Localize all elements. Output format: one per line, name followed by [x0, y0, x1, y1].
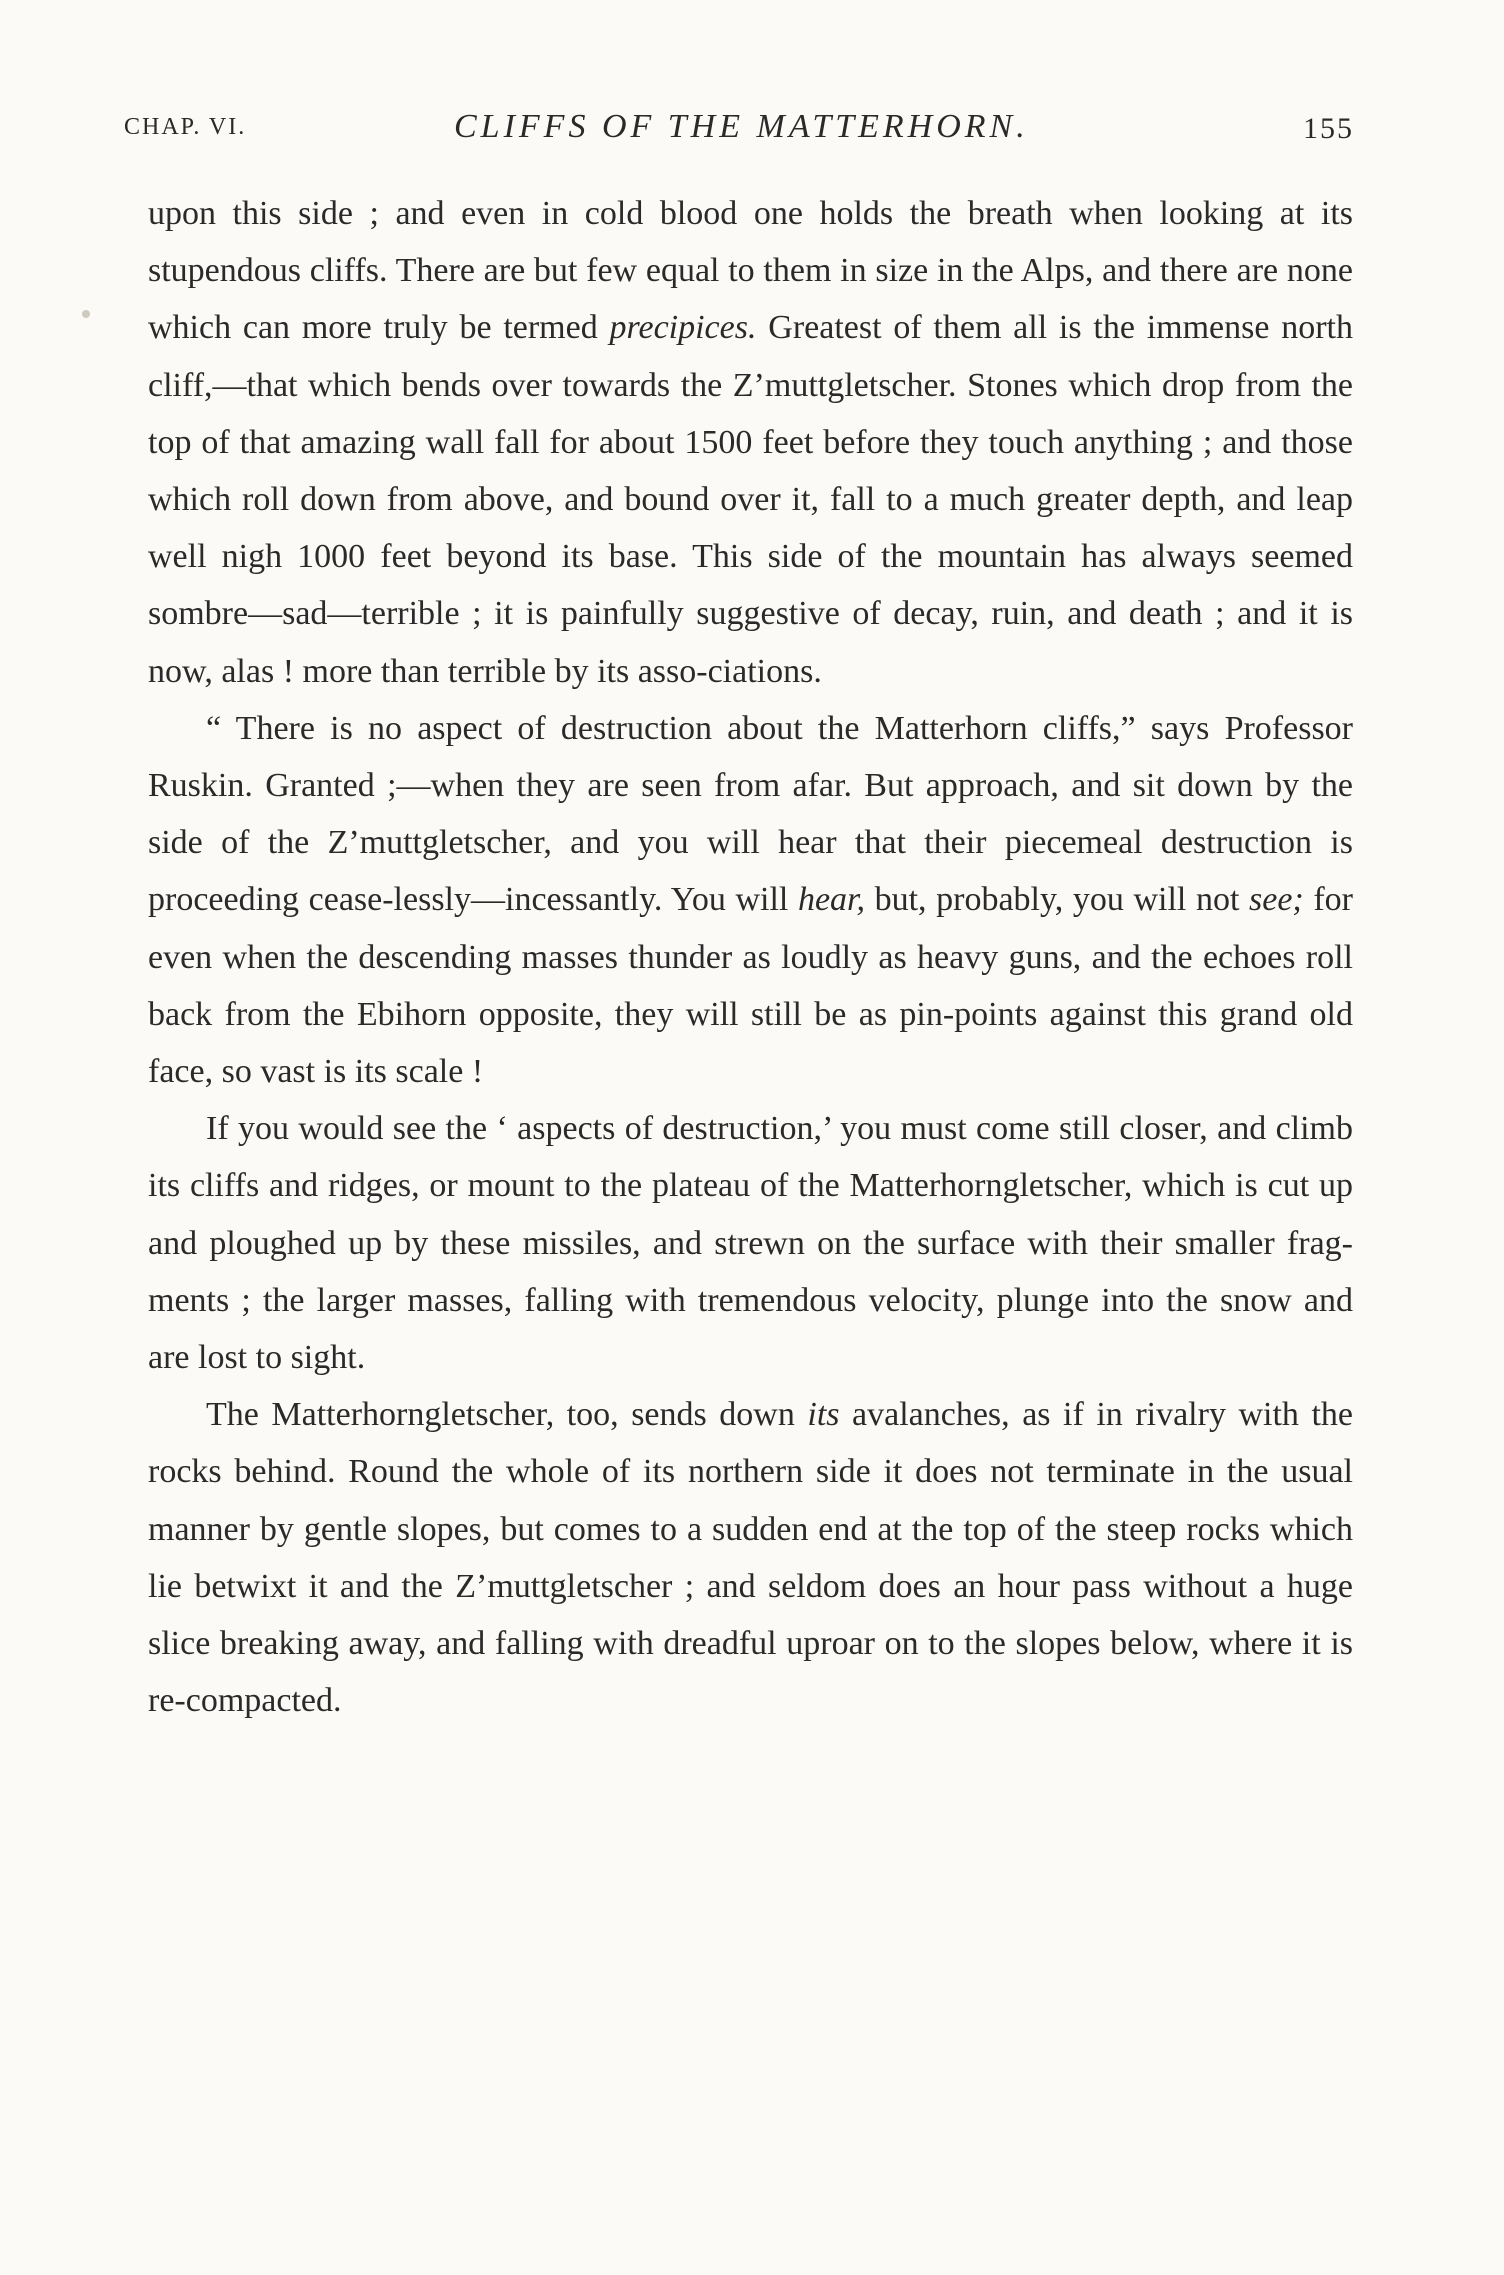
- paragraph: [148, 1100, 1353, 1386]
- paragraph: [148, 185, 1353, 700]
- text-run: avalanches, as if in rivalry with the rocks behind. Round the whole of its northern side it does not terminate in the usual manner by gentle slopes, but comes to a sudden end at the top of the steep rocks which lie betwixt it and the Z’muttgletscher ; and seldom does an hour pass without a huge slice breaking away, and falling with dreadful uproar on to the slopes below, where it is re-compacted.: [148, 1396, 1353, 1720]
- italic-run: hear,: [797, 881, 865, 919]
- text-run: Greatest of them all is the immense north cliff,—that which bends over towards the Z’muttgletscher. Stones which drop from the top of that amazing wall fall for about 1500 feet before they touch anything ; and those which roll down from above, and bound over it, fall to a much greater depth, and leap well nigh 1000 feet beyond its base. This side of the mountain has always seemed sombre—sad—terrible ; it is painfully suggestive of decay, ruin, and death ; and it is now, alas ! more than terrible by its asso-ciations.: [148, 309, 1354, 690]
- italic-run: precipices.: [609, 309, 757, 347]
- page-number: 155: [1303, 112, 1354, 145]
- text-run: for even when the descending masses thunder as loudly as heavy guns, and the echoes roll back from the Ebihorn opposite, they will still be as pin-points against this grand old face, so vast is its scale !: [148, 881, 1353, 1091]
- italic-run: see;: [1249, 881, 1304, 919]
- text-run: but, probably, you will not: [865, 881, 1249, 919]
- text-run: If you would see the ‘ aspects of destruction,’ you must come still closer, and climb its cliffs and ridges, or mount to the plateau of the Matterhorngletscher, which is cut up and ploughed up by these missiles, and strewn on the surface with their smaller frag-ments ; the larger masses, falling with tremendous velocity, plunge into the snow and are lost to sight.: [148, 1110, 1353, 1377]
- italic-run: its: [807, 1396, 840, 1434]
- chapter-label: CHAP. VI.: [124, 114, 247, 140]
- running-head: [124, 108, 1354, 158]
- text-run: The Matterhorngletscher, too, sends down: [206, 1396, 808, 1434]
- paragraph: [148, 1386, 1353, 1729]
- body-text: [148, 185, 1353, 1729]
- text-run: upon this side ; and even in cold blood one holds the breath when looking at its stupendous cliffs. There are but few equal to them in size in the Alps, and there are none which can more truly be termed: [148, 195, 1353, 347]
- text-run: “ There is no aspect of destruction about the Matterhorn cliffs,” says Professor Ruskin. Granted ;—when they are seen from afar. But approach, and sit down by the side of the Z’muttgletscher, and you will hear that their piecemeal destruction is proceeding cease-lessly—incessantly. You will: [148, 709, 1353, 919]
- page-title: CLIFFS OF THE MATTERHORN.: [454, 108, 1029, 145]
- paragraph: [148, 700, 1353, 1100]
- paper-stain: [82, 310, 90, 318]
